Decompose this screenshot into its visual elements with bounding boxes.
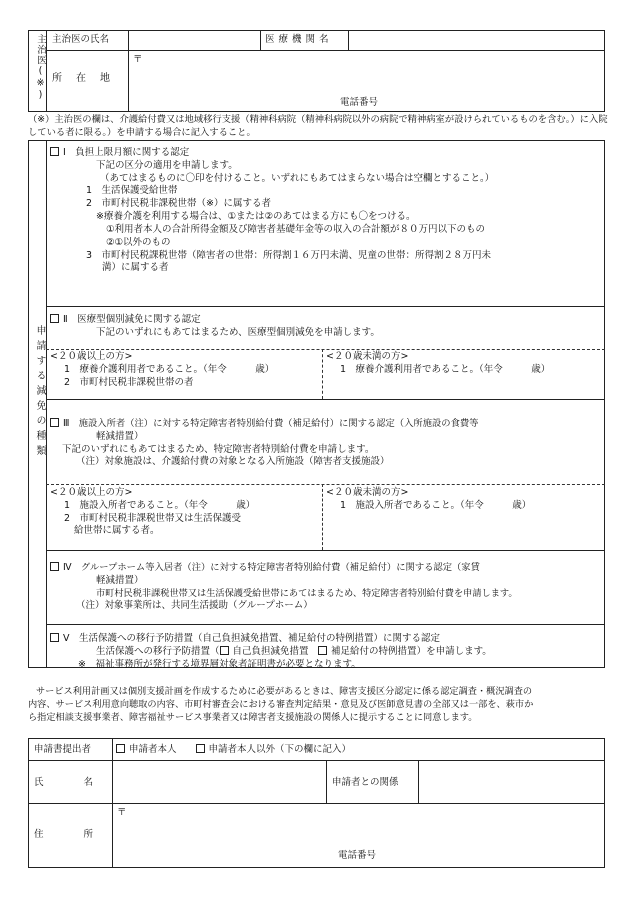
section-2-child-1[interactable]: 1 療養介護利用者であること。（年令 歳） [340,363,551,375]
section-4-line2: （注）対象事業所は、共同生活援助（グループホーム） [76,600,313,612]
section-5-opt1: 自己負担減免措置 [232,645,309,657]
section-2-child [326,351,602,377]
section-2-adult-2[interactable]: 2 市町村民税非課税世帯の者 [64,376,194,388]
doctor-facility-field[interactable] [349,31,604,50]
submitter-other-label: 申請者本人以外（下の欄に記入） [208,744,352,755]
section-3-child-head: <２０歳未満の方> [326,487,409,498]
section-2-adult [50,351,320,389]
doctor-side-divider [46,30,47,112]
section-3 [50,418,602,469]
section-5-opt2: 補足給付の特例措置 [331,645,417,657]
section-5-checkbox[interactable] [50,633,59,642]
section-2 [50,314,602,340]
consent-text [28,686,608,725]
submitter-header-label: 申請書提出者 [34,744,92,755]
section-1-checkbox[interactable] [50,147,59,156]
section-5-line1-post: ）を申請します。 [416,645,492,657]
section-3-line1: 下記のいずれにもあてはまるため、特定障害者特別給付費を申請します。 [62,443,375,455]
submitter-self-checkbox[interactable] [116,744,125,753]
section-4-title-b: 軽減措置） [96,574,144,586]
doctor-note: （※）主治医の欄は、介護給付費又は地域移行支援（精神科病院（精神科病院以外の病院で精神病室が設けられているものを含む。）に入院している者に限る。）を申請する場合に記入すること。 [28,114,608,139]
section-3-dash-mid [322,484,323,550]
section-4-title-a: Ⅳ グループホーム等入居者（注）に対する特定障害者特別給付費（補足給付）に関する認定（家賃 [63,562,480,573]
section-5-title: Ⅴ 生活保護への移行予防措置（自己負担減免措置、補足給付の特例措置）に関する認定 [63,633,440,644]
section-5 [50,633,602,671]
section-1-item3a[interactable]: 3 市町村民税課税世帯（障害者の世帯：所得割１６万円未満、児童の世帯：所得割２８万円未 [86,249,492,261]
section-5-opt2-checkbox[interactable] [318,646,327,655]
section-2-adult-1[interactable]: 1 療養介護利用者であること。（年令 歳） [64,363,275,375]
section-1-line1: 下記の区分の適用を申請します。 [96,159,238,171]
section-3-adult [50,487,320,538]
section-2-title: Ⅱ 医療型個別減免に関する認定 [63,314,201,325]
section-3-child-1[interactable]: 1 施設入所者であること。（年令 歳） [340,499,532,511]
section-4-checkbox[interactable] [50,562,59,571]
section-2-dash-top [46,349,605,350]
section-2-line1: 下記のいずれにもあてはまるため、医療型個別減免を申請します。 [96,326,380,338]
submitter-options [116,744,351,757]
section-1 [50,147,602,275]
submitter-phone-label: 電話番号 [338,850,377,861]
doctor-facility-label: 医療機関名 [265,34,333,45]
doctor-address-label: 所在地 [52,73,124,84]
doctor-phone-label: 電話番号 [340,97,379,108]
reduction-side-divider [46,140,47,668]
submitter-other-checkbox[interactable] [196,744,205,753]
divider-1-2 [46,306,605,307]
section-2-child-head: <２０歳未満の方> [326,351,409,362]
doctor-postal-mark: 〒 [133,54,143,65]
submitter-address-label: 住所 [34,829,134,840]
section-1-item1[interactable]: 1 生活保護受給世帯 [86,185,178,197]
section-3-title-b: 軽減措置） [96,430,144,442]
submitter-relation-field[interactable] [419,761,604,803]
section-2-adult-head: <２０歳以上の方> [50,351,133,362]
section-3-checkbox[interactable] [50,418,59,427]
section-2-dash-mid [322,349,323,399]
consent-line1: サービス利用計画又は個別支援計画を作成するために必要があるときは、障害支援区分認定に係る認定調査・概況調査の [36,686,533,697]
section-1-note1: ※療養介護を利用する場合は、①または②のあてはまる方にも〇をつける。 [96,211,416,223]
section-3-adult-head: <２０歳以上の方> [50,487,133,498]
doctor-name-label: 主治医の氏名 [52,34,110,45]
section-2-checkbox[interactable] [50,314,59,323]
doctor-facility-divider-left [260,30,261,50]
submitter-postal-mark: 〒 [117,807,127,818]
submitter-relation-label: 申請者との関係 [332,777,399,788]
submitter-relation-divider-left [326,760,327,803]
divider-2-3 [46,399,605,400]
section-4-line1: 市町村民税非課税世帯又は生活保護受給世帯にあてはまるため、特定障害者特別給付費を申請します。 [96,587,518,599]
consent-line2: 内容、サービス利用意向聴取の内容、市町村審査会における審査判定結果・意見及び医師意見書の全部又は一部を、萩市か [28,698,534,710]
submitter-self-label: 申請者本人 [129,744,177,755]
doctor-side-label: 主治医(※) [35,34,46,102]
section-3-dash-top [46,484,605,485]
submitter-name-label: 氏名 [34,777,134,788]
divider-4-5 [46,624,605,625]
section-3-adult-1[interactable]: 1 施設入所者であること。（年令 歳） [64,499,256,511]
section-5-note: ※ 福祉事務所が発行する境界層対象者証明書が必要となります。 [78,658,361,670]
section-1-title: Ⅰ 負担上限月額に関する認定 [63,147,190,158]
doctor-name-field[interactable] [129,31,260,50]
section-1-note3[interactable]: ②①以外のもの [106,236,171,248]
section-3-title-a: Ⅲ 施設入所者（注）に対する特定障害者特別給付費（補足給付）に関する認定（入所施設の食費等 [63,418,479,429]
divider-3-4 [46,550,605,551]
section-3-adult-2a[interactable]: 2 市町村民税非課税世帯又は生活保護受 [64,512,242,524]
section-3-adult-2b: 給世帯に属する者。 [74,525,160,537]
section-3-child [326,487,602,513]
submitter-name-field[interactable] [113,761,325,803]
section-5-opt1-checkbox[interactable] [220,646,229,655]
section-4 [50,562,602,613]
section-1-item3b: 満）に属する者 [102,262,169,274]
section-5-line1-pre: 生活保護への移行予防措置（ [96,645,220,657]
consent-line3: ら指定相談支援事業者、障害福祉サービス事業者又は障害者支援施設の関係人に提示することに同意します。 [28,711,478,723]
section-3-line2: （注）対象施設は、介護給付費の対象となる入所施設（障害者支援施設） [76,456,390,468]
section-1-line2: （あてはまるものに〇印を付けること。いずれにもあてはまらない場合は空欄とすること。） [100,172,495,184]
section-1-note2[interactable]: ①利用者本人の合計所得金額及び障害者基礎年金等の収入の合計額が８０万円以下のもの [106,223,486,235]
section-1-item2[interactable]: 2 市町村民税非課税世帯（※）に属する者 [86,198,272,210]
reduction-side-label: 申請する減免の種類 [34,325,45,460]
